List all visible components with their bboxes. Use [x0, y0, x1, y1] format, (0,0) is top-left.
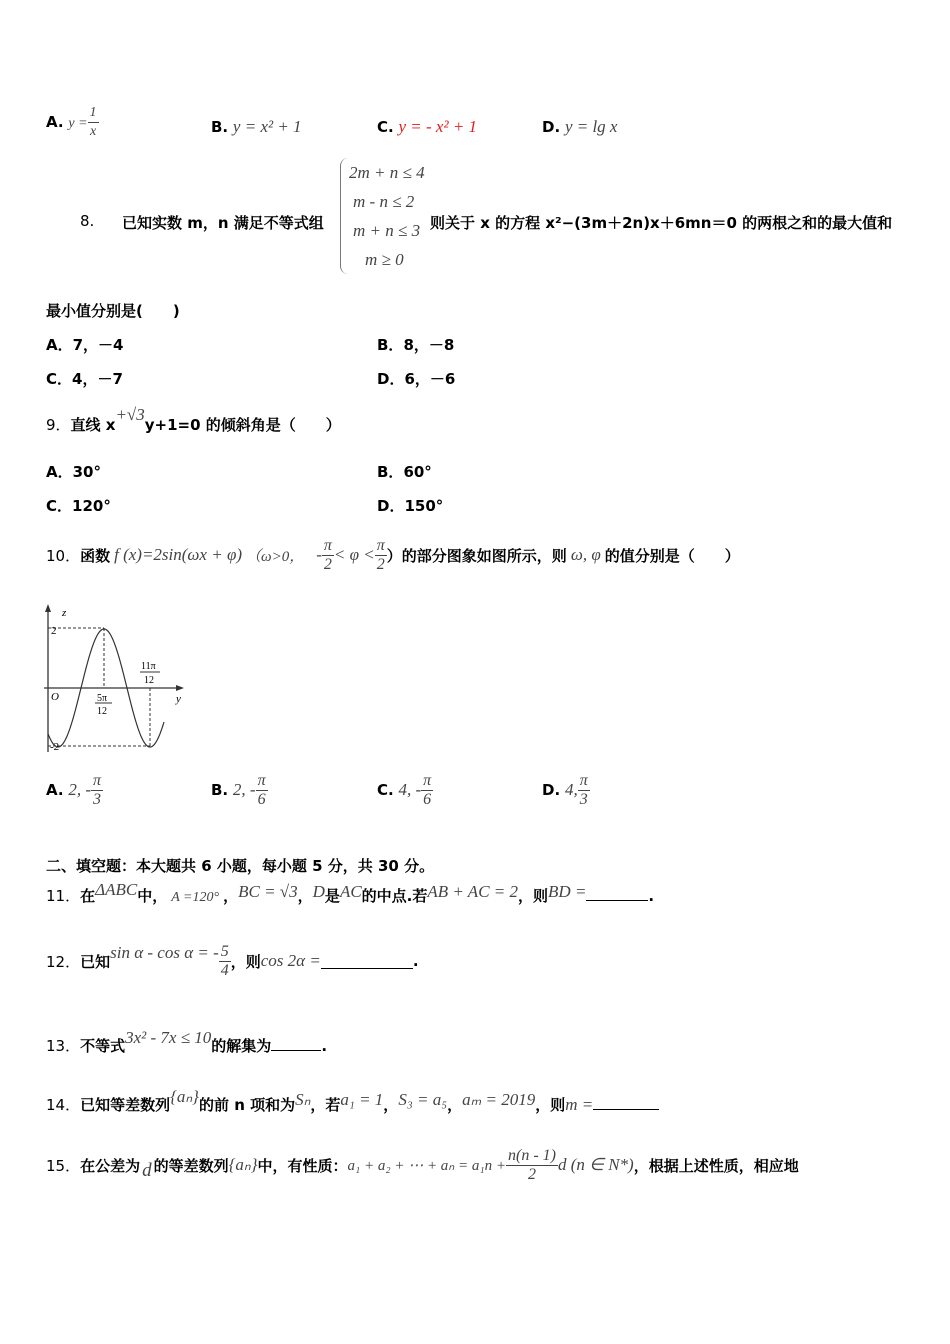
- q9-option-b: B．60°: [377, 463, 432, 481]
- y-axis-label: z: [62, 607, 67, 619]
- q14-answer-blank[interactable]: [593, 1095, 659, 1110]
- q8-option-b: B．8，－8: [377, 336, 455, 354]
- section-title: 二、填空题：本大题共 6 小题，每小题 5 分，共 30 分。: [46, 857, 435, 875]
- x-tick-5pi-den: 12: [97, 706, 107, 717]
- x-tick-11pi-den: 12: [144, 675, 154, 686]
- x-axis-label: y: [176, 693, 181, 705]
- q9-option-c: C．120°: [46, 497, 111, 515]
- q14-stem: 14．已知等差数列{aₙ}的前 n 项和为Sₙ，若a₁ = 1，S₃ = a₅，aₘ = 2019，则m =: [46, 1094, 659, 1115]
- q10-option-b: B. 2, - $\frac{\pi}{6}$: [211, 772, 266, 808]
- q8-text: 已知实数 m，n 满足不等式组: [122, 214, 324, 232]
- q7-option-a: A. y = $\frac{1}{x}$: [46, 105, 97, 139]
- q9-stem: 9．直线 x+√3y+1=0 的倾斜角是（ ）: [46, 405, 341, 434]
- q12-answer-blank[interactable]: [321, 954, 413, 969]
- origin-label: O: [51, 691, 59, 703]
- q8-option-d: D．6，－6: [377, 370, 456, 388]
- x-axis-arrow: [176, 685, 184, 691]
- x-tick-11pi-num: 11π: [141, 661, 156, 672]
- q8-option-c: C．4，－7: [46, 370, 123, 388]
- q9-option-a: A．30°: [46, 463, 101, 481]
- q8-text-cont: 则关于 x 的方程 x²−(3m＋2n)x＋6mn＝0 的两根之和的最大值和: [430, 214, 893, 232]
- q10-option-a: A. 2, - $\frac{\pi}{3}$: [46, 772, 102, 808]
- q10-stem: 10． 函数 f (x)=2sin(ωx + φ) （ω>0， - $\frac{\pi}{2}$ < φ < $\frac{\pi}{2}$ ）的部分图象如图所示，则 ω, φ 的值分别是（ ）: [46, 536, 740, 573]
- q7-option-c: C. y = - x² + 1: [377, 117, 478, 136]
- q7-option-d: D. y = lg x: [542, 117, 618, 136]
- y-axis-arrow: [45, 604, 51, 612]
- q10-option-c: C. 4, - $\frac{\pi}{6}$: [377, 772, 432, 808]
- q8-number: 8.: [80, 212, 95, 230]
- q10-sine-graph: [40, 600, 200, 760]
- y-tick-neg2: -2: [50, 741, 60, 753]
- y-tick-2: 2: [51, 625, 57, 637]
- q9-option-d: D．150°: [377, 497, 444, 515]
- q8-text-end: 最小值分别是( ): [46, 302, 180, 320]
- q11-answer-blank[interactable]: [586, 886, 648, 901]
- q13-answer-blank[interactable]: [271, 1036, 321, 1051]
- q15-stem: 15． 在公差为 d 的等差数列 {aₙ} 中，有性质： a₁ + a₂ + ⋯ + aₙ = a₁n + $\frac{n(n - 1)}{2}$ d (n ∈ N*) ，根据上述性质，相应地: [46, 1146, 799, 1183]
- q8-inequality-system: 2m + n ≤ 4 m - n ≤ 2 m + n ≤ 3 m ≥ 0: [340, 158, 425, 274]
- q8-option-a: A．7，－4: [46, 336, 124, 354]
- q10-option-d: D. 4, $\frac{\pi}{3}$: [542, 772, 588, 808]
- q13-stem: 13．不等式3x² - 7x ≤ 10的解集为 .: [46, 1028, 328, 1055]
- q7-option-b: B. y = x² + 1: [211, 117, 302, 136]
- q11-stem: 11．在ΔABC中， A =120° ，BC = √3，D是AC的中点.若AB + AC = 2，则BD = .: [46, 880, 655, 905]
- q10-options: [46, 772, 590, 809]
- q12-stem: 12． 已知 sin α - cos α = - $\frac{5}{4}$ ，则 cos 2α = .: [46, 942, 419, 979]
- x-tick-5pi-num: 5π: [97, 693, 108, 704]
